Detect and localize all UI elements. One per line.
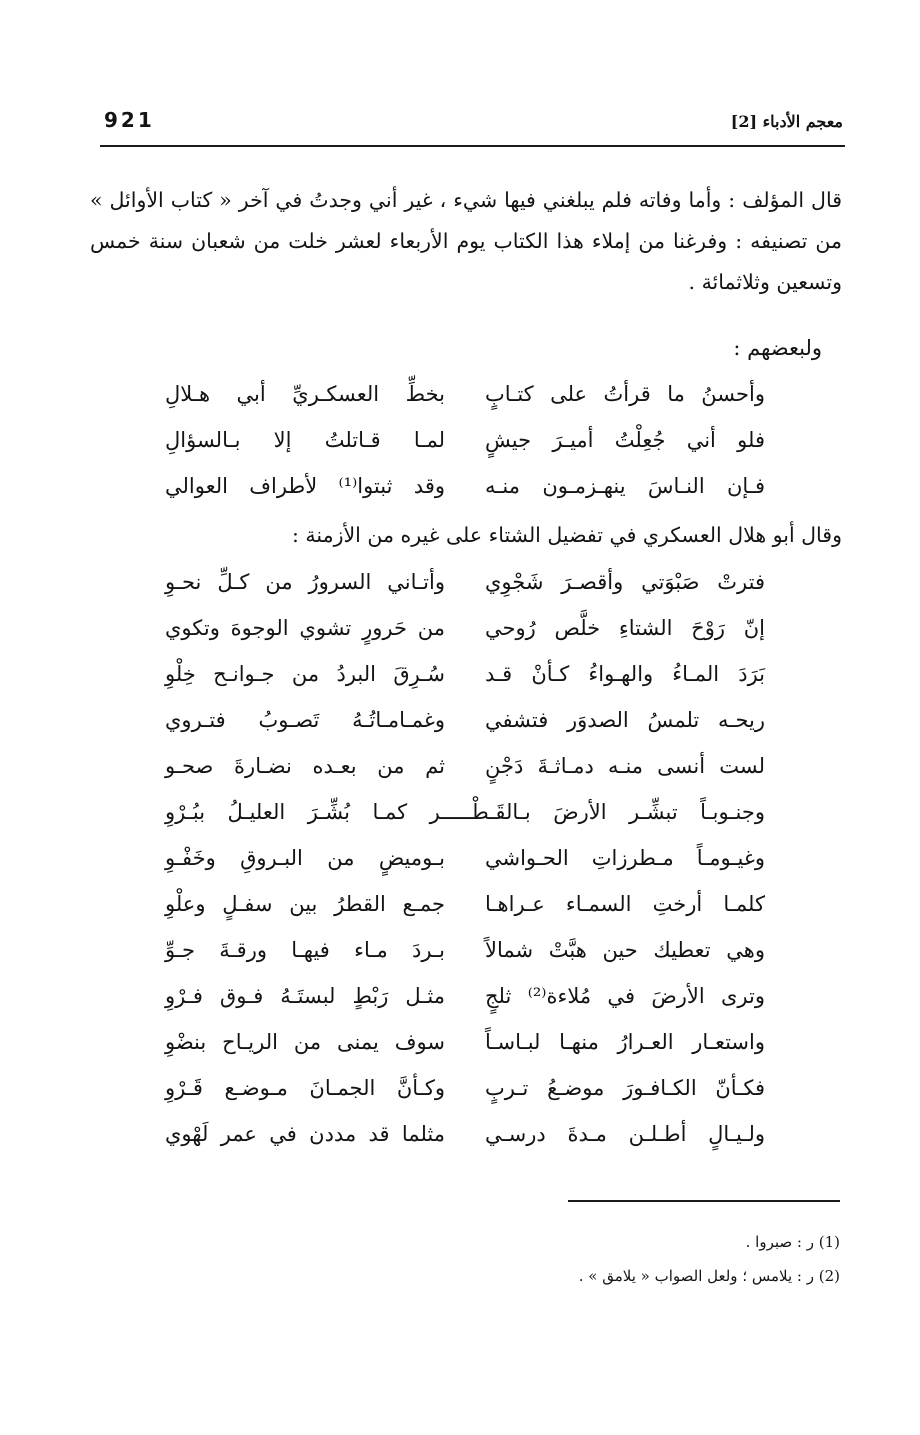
footnote-2: (2) ر : يلامس ؛ ولعل الصواب « يلامق » . [578, 1267, 840, 1285]
verse-first-hemistich: وغيـومـاً مـطرزاتِ الحـواشي [485, 846, 765, 870]
verse-first-hemistich: واستعـار العـرارُ منهـا لبـاسـاً [485, 1030, 765, 1054]
verse-line [165, 930, 765, 976]
verse-joined-text: وجنـوبـاً تبشِّـر الأرضَ بـالقَـطْـــــر كمـا بُشِّـرَ العليـلُ ببُـرْوِ [165, 800, 765, 824]
verse-second-hemistich: بـردَ مـاء فيهـا ورقـةَ جـوِّ [165, 938, 445, 962]
verse-line [165, 1068, 765, 1114]
verse-first-hemistich: لست أنسى منـه دمـاثـةَ دَجْنٍ [485, 754, 765, 778]
verse-second-hemistich: بـوميضٍ من البـروقِ وخَفْـوِ [165, 846, 445, 870]
verse-second-hemistich: سوف يمنى من الريـاح بنضْوِ [165, 1030, 445, 1054]
poem-a [165, 374, 765, 512]
verse-second-hemistich: سُـرِقَ البردُ من جـوانـح خِلْوِ [165, 662, 445, 686]
verse-second-hemistich: لمـا قـاتلتُ إلا بـالسؤالِ [165, 428, 445, 452]
verse-second-hemistich: وأتـاني السرورُ من كـلِّ نحـوِ [165, 570, 445, 594]
verse-first-hemistich: ريحـه تلمسُ الصدوَر فتشفي [485, 708, 765, 732]
poem-b [165, 562, 765, 1160]
verse-first-hemistich: ولـيـالٍ أطـلـن مـدةَ درسـي [485, 1122, 765, 1146]
verse-line [165, 700, 765, 746]
verse-first-hemistich: إنّ رَوْحَ الشتاءِ خلَّص رُوحي [485, 616, 765, 640]
verse-second-hemistich: وقد ثبتوا⁽¹⁾ لأطراف العوالي [165, 474, 445, 498]
verse-line [165, 976, 765, 1022]
verse-first-hemistich: وترى الأرضَ في مُلاءة⁽²⁾ ثلجٍ [485, 984, 766, 1008]
running-title: معجم الأدباء [2] [730, 112, 843, 131]
prose-paragraph [90, 180, 842, 303]
page-header [100, 108, 845, 148]
verse-first-hemistich: وأحسنُ ما قرأتُ على كتـابٍ [485, 382, 765, 406]
verse-line [165, 1114, 765, 1160]
verse-second-hemistich: جمـع القطرُ بين سفـلٍ وعلْوِ [165, 892, 445, 916]
verse-second-hemistich: مثلما قد مددن في عمر لَهْوي [165, 1122, 445, 1146]
verse-line [165, 420, 765, 466]
footnotes [579, 1225, 840, 1293]
footnote-rule [568, 1200, 840, 1202]
verse-second-hemistich: وغمـامـاتُـهُ تَصـوبُ فتـروي [165, 708, 445, 732]
verse-second-hemistich: ثم من بعـده نضـارةَ صحـو [165, 754, 445, 778]
verse-line [165, 654, 765, 700]
verse-first-hemistich: فكـأنّ الكـافـورَ موضـعُ تـربٍ [485, 1076, 765, 1100]
verse-line [165, 884, 765, 930]
poem-a-label: ولبعضهم : [733, 336, 822, 360]
verse-first-hemistich: بَرَدَ المـاءُ والهـواءُ كـأنْ قـد [485, 662, 765, 686]
verse-line-joined [165, 792, 765, 838]
verse-line [165, 838, 765, 884]
verse-line [165, 466, 765, 512]
poem-b-intro: وقال أبو هلال العسكري في تفضيل الشتاء على غيره من الأزمنة : [292, 523, 842, 547]
verse-second-hemistich: بخطِّ العسكـريِّ أبي هـلالِ [165, 382, 445, 406]
prose-text: قال المؤلف : وأما وفاته فلم يبلغني فيها شيء ، غير أني وجدتُ في آخر « كتاب الأوائل » من تصنيفه : وفرغنا من إملاء هذا الكتاب يوم الأربعاء لعشر خلت من شعبان سنة خمس وتسعين وثلاثمائة . [90, 188, 842, 294]
verse-line [165, 746, 765, 792]
verse-second-hemistich: من حَرورٍ تشوي الوجوهَ وتكوي [165, 616, 445, 640]
verse-second-hemistich: وكـأنَّ الجمـانَ مـوضـع قَـرْوِ [165, 1076, 445, 1100]
verse-first-hemistich: فلو أني جُعِلْتُ أميـرَ جيشٍ [485, 428, 765, 452]
verse-line [165, 608, 765, 654]
header-rule [100, 145, 845, 147]
verse-line [165, 562, 765, 608]
verse-first-hemistich: فـإن النـاسَ ينهـزمـون منـه [485, 474, 765, 498]
verse-line [165, 1022, 765, 1068]
verse-line [165, 374, 765, 420]
page-number: 921 [104, 108, 155, 132]
verse-first-hemistich: كلمـا أرختِ السمـاء عـراهـا [485, 892, 765, 916]
footnote-1: (1) ر : صبروا . [745, 1233, 840, 1251]
verse-first-hemistich: وهي تعطيك حين هبَّتْ شمالاً [485, 938, 765, 962]
verse-second-hemistich: مثـل رَبْطٍ لبستَـهُ فـوق فـرْوِ [165, 984, 445, 1008]
verse-first-hemistich: فترتْ صَبْوَتي وأقصـرَ شَجْوِي [485, 570, 765, 594]
